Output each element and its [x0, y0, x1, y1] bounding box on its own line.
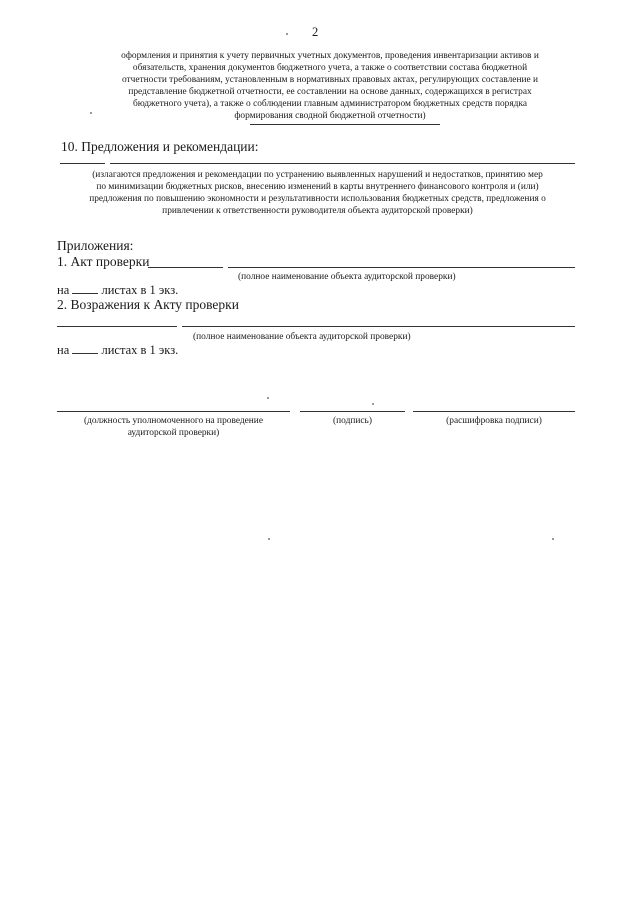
hint-line: по минимизации бюджетных рисков, внесению изменений в карты внутреннего финансового контроля и (или): [96, 182, 539, 192]
position-caption: [57, 415, 290, 439]
decoding-caption: (расшифровка подписи): [446, 416, 542, 426]
scan-speck: [267, 397, 269, 399]
signature-fill-line[interactable]: [300, 411, 405, 412]
caption-line: (должность уполномоченного на проведение: [84, 416, 263, 426]
fill-line[interactable]: [182, 326, 575, 327]
fill-line[interactable]: [57, 326, 177, 327]
attachment-2-label: 2. Возражения к Акту проверки: [57, 297, 239, 312]
attachment-1-sheets: [57, 281, 178, 298]
fill-line[interactable]: [110, 163, 575, 164]
attachments-heading: Приложения:: [57, 238, 134, 253]
fill-line[interactable]: [228, 267, 575, 268]
sheets-count-field[interactable]: [72, 281, 98, 294]
scan-speck: [286, 33, 288, 35]
hint-line: привлечении к ответственности руководителя объекта аудиторской проверки): [162, 206, 473, 216]
continuation-line: отчетности требованиям, установленным в нормативных правовых актах, регулирующих составление и: [121, 75, 539, 85]
underline: [250, 124, 440, 125]
attachment-2-sheets: [57, 341, 178, 358]
scan-speck: [552, 538, 554, 540]
signature-caption: (подпись): [333, 416, 372, 426]
continuation-line: обязательств, хранения документов бюджетного учета, а также о соответствии состава бюджетной: [132, 63, 528, 73]
hint-line: предложения по повышению экономности и результативности использования бюджетных средств, предложения о: [89, 194, 546, 204]
fill-line[interactable]: [148, 267, 223, 268]
sheets-suffix: листах в 1 экз.: [101, 343, 179, 357]
section-10-hint: [55, 169, 580, 217]
attachment-1-caption: (полное наименование объекта аудиторской проверки): [238, 272, 456, 282]
page-number: 2: [312, 25, 319, 39]
sheets-prefix: на: [57, 283, 70, 297]
attachment-2-caption: (полное наименование объекта аудиторской проверки): [193, 332, 411, 342]
continuation-line: формирования сводной бюджетной отчетности): [234, 111, 426, 121]
scan-speck: [268, 538, 270, 540]
hint-line: (излагаются предложения и рекомендации по устранению выявленных нарушений и недостатков, принятию мер: [92, 170, 543, 180]
section-10-heading: 10. Предложения и рекомендации:: [61, 139, 259, 154]
sheets-prefix: на: [57, 343, 70, 357]
continuation-paragraph: [80, 50, 580, 122]
continuation-line: представление бюджетной отчетности, ее составлении на основе данных, содержащихся в регистрах: [128, 87, 532, 97]
attachment-1-label: 1. Акт проверки: [57, 254, 150, 269]
scan-speck: [90, 112, 92, 114]
caption-line: аудиторской проверки): [127, 428, 220, 438]
fill-line[interactable]: [60, 163, 105, 164]
scan-speck: [372, 403, 374, 405]
sheets-count-field[interactable]: [72, 341, 98, 354]
decoding-fill-line[interactable]: [413, 411, 575, 412]
continuation-line: бюджетного учета), а также о соблюдении главным администратором бюджетных средств порядка: [132, 99, 528, 109]
position-fill-line[interactable]: [57, 411, 290, 412]
continuation-line: оформления и принятия к учету первичных учетных документов, проведения инвентаризации активов и: [121, 51, 539, 61]
sheets-suffix: листах в 1 экз.: [101, 283, 179, 297]
